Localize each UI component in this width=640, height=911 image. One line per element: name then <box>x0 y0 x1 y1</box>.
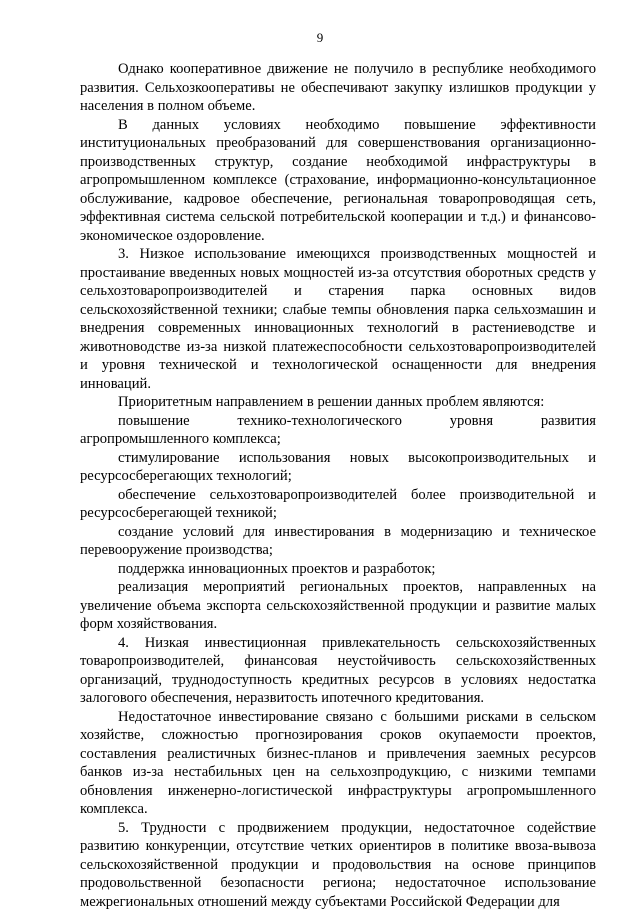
list-item: поддержка инновационных проектов и разработок; <box>80 560 596 579</box>
list-item: создание условий для инвестирования в модернизацию и техническое перевооружение производства; <box>80 523 596 560</box>
paragraph: 4. Низкая инвестиционная привлекательность сельскохозяйственных товаропроизводителей, финансовая неустойчивость сельскохозяйственных организаций, труднодоступность кредитных ресурсов в условиях недостатка залогового обеспечения, неразвитость ипотечного кредитования. <box>80 634 596 708</box>
paragraph: 3. Низкое использование имеющихся производственных мощностей и простаивание введенных новых мощностей из-за отсутствия оборотных средств у сельхозтоваропроизводителей и старения парка основных видов сельскохозяйственной техники; слабые темпы обновления парка сельхозмашин и внедрения современных инновационных технологий в растениеводстве и животноводстве из-за низкой платежеспособности сельхозтоваропроизводителей и уровня технической и технологической оснащенности для внедрения инноваций. <box>80 245 596 393</box>
paragraph: Однако кооперативное движение не получило в республике необходимого развития. Сельхозкооперативы не обеспечивают закупку излишков продукции у населения в полном объеме. <box>80 60 596 116</box>
body-text <box>80 60 596 911</box>
list-item: стимулирование использования новых высокопроизводительных и ресурсосберегающих технологий; <box>80 449 596 486</box>
list-item: обеспечение сельхозтоваропроизводителей более производительной и ресурсосберегающей техникой; <box>80 486 596 523</box>
list-item: повышение технико-технологического уровня развития агропромышленного комплекса; <box>80 412 596 449</box>
paragraph: В данных условиях необходимо повышение эффективности институциональных преобразований для совершенствования организационно-производственных структур, создание необходимой инфраструктуры в агропромышленном комплексе (страхование, информационно-консультационное обслуживание, кадровое обеспечение, региональная товаропроводящая сеть, эффективная система сельской потребительской кооперации и т.д.) и финансово-экономическое оздоровление. <box>80 116 596 246</box>
paragraph: 5. Трудности с продвижением продукции, недостаточное содействие развитию конкуренции, отсутствие четких ориентиров в политике ввоза-вывоза сельскохозяйственной продукции и продовольствия на основе принципов продовольственной безопасности региона; недостаточное использование межрегиональных отношений между субъектами Российской Федерации для <box>80 819 596 911</box>
paragraph: Недостаточное инвестирование связано с большими рисками в сельском хозяйстве, сложностью прогнозирования сроков окупаемости проектов, составления реалистичных бизнес-планов и привлечения заемных ресурсов банков из-за нестабильных цен на сельхозпродукцию, с низкими темпами обновления инженерно-логистической инфраструктуры агропромышленного комплекса. <box>80 708 596 819</box>
list-item: реализация мероприятий региональных проектов, направленных на увеличение объема экспорта сельскохозяйственной продукции и развитие малых форм хозяйствования. <box>80 578 596 634</box>
page-number: 9 <box>0 30 640 46</box>
paragraph: Приоритетным направлением в решении данных проблем являются: <box>80 393 596 412</box>
